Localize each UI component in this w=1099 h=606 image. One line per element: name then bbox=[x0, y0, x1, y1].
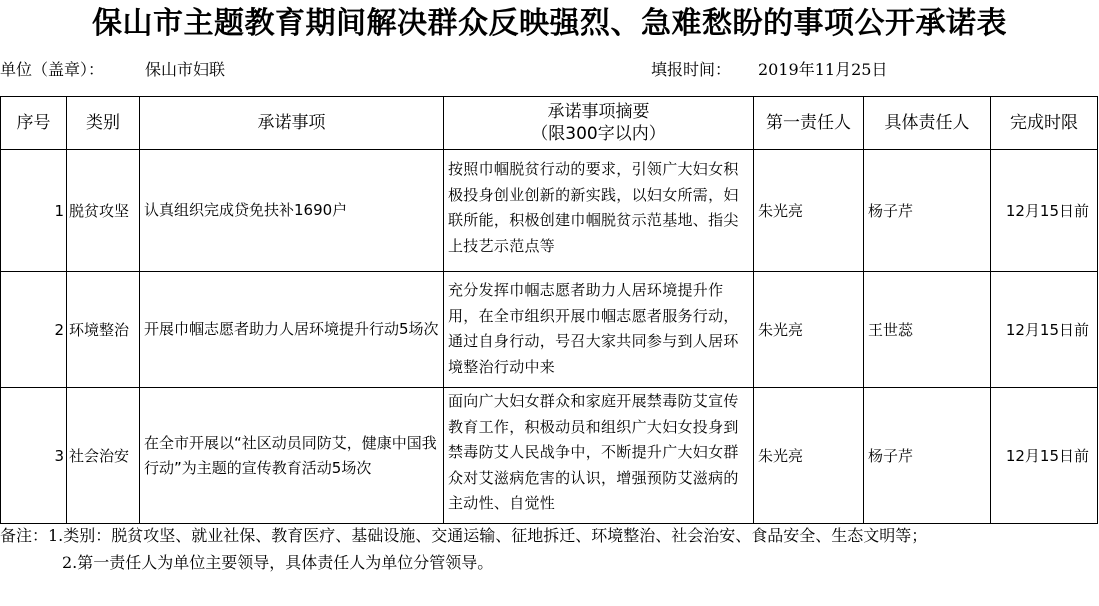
header-specific-responsible: 具体责任人 bbox=[864, 97, 991, 150]
row-seq: 3 bbox=[1, 388, 67, 524]
table-row bbox=[1, 388, 1098, 524]
date-value: 2019年11月25日 bbox=[758, 60, 888, 79]
row-deadline: 12月15日前 bbox=[991, 150, 1098, 272]
note-line-1: 备注：1.类别：脱贫攻坚、就业社保、教育医疗、基础设施、交通运输、征地拆迁、环境整治、社会治安、食品安全、生态文明等； bbox=[0, 526, 928, 545]
row-summary: 按照巾帼脱贫行动的要求，引领广大妇女积极投身创业创新的新实践，以妇女所需，妇联所能，积极创建巾帼脱贫示范基地、指尖上技艺示范点等 bbox=[444, 150, 754, 272]
row-seq: 1 bbox=[1, 150, 67, 272]
header-summary-line1: 承诺事项摘要 bbox=[547, 102, 650, 122]
row-specific-responsible: 杨子芹 bbox=[864, 388, 991, 524]
header-seq: 序号 bbox=[1, 97, 67, 150]
row-first-responsible: 朱光亮 bbox=[754, 388, 864, 524]
header-category: 类别 bbox=[67, 97, 140, 150]
row-first-responsible: 朱光亮 bbox=[754, 272, 864, 388]
row-item: 认真组织完成贷免扶补1690户 bbox=[140, 150, 444, 272]
notes bbox=[0, 522, 1099, 576]
header-summary bbox=[444, 97, 754, 150]
row-deadline: 12月15日前 bbox=[991, 272, 1098, 388]
row-category: 脱贫攻坚 bbox=[67, 150, 140, 272]
row-deadline: 12月15日前 bbox=[991, 388, 1098, 524]
row-summary bbox=[444, 388, 754, 524]
row-item: 开展巾帼志愿者助力人居环境提升行动5场次 bbox=[140, 272, 444, 388]
unit-label: 单位（盖章）： bbox=[0, 60, 105, 79]
row-specific-responsible: 王世蕊 bbox=[864, 272, 991, 388]
table-header-row bbox=[1, 97, 1098, 150]
row-first-responsible: 朱光亮 bbox=[754, 150, 864, 272]
header-deadline: 完成时限 bbox=[991, 97, 1098, 150]
row-seq: 2 bbox=[1, 272, 67, 388]
row-summary: 充分发挥巾帼志愿者助力人居环境提升作用，在全市组织开展巾帼志愿者服务行动，通过自身行动，号召大家共同参与到人居环境整治行动中来 bbox=[444, 272, 754, 388]
row-category: 环境整治 bbox=[67, 272, 140, 388]
row-item: 在全市开展以“社区动员同防艾，健康中国我行动”为主题的宣传教育活动5场次 bbox=[140, 388, 444, 524]
page-title: 保山市主题教育期间解决群众反映强烈、急难愁盼的事项公开承诺表 bbox=[92, 6, 1007, 41]
header-first-responsible: 第一责任人 bbox=[754, 97, 864, 150]
row-specific-responsible: 杨子芹 bbox=[864, 150, 991, 272]
commitment-table bbox=[0, 96, 1098, 524]
date-label: 填报时间： bbox=[651, 60, 732, 79]
table-row bbox=[1, 272, 1098, 388]
table-row bbox=[1, 150, 1098, 272]
header-summary-line2: （限300字以内） bbox=[531, 124, 666, 144]
unit-value: 保山市妇联 bbox=[145, 60, 226, 79]
header-item: 承诺事项 bbox=[140, 97, 444, 150]
row-category: 社会治安 bbox=[67, 388, 140, 524]
row-summary-text: 面向广大妇女群众和家庭开展禁毒防艾宣传教育工作，积极动员和组织广大妇女投身到禁毒防艾人民战争中，不断提升广大妇女群众对艾滋病危害的认识，增强预防艾滋病的主动性、自觉性 bbox=[448, 392, 739, 512]
note-line-2: 2.第一责任人为单位主要领导，具体责任人为单位分管领导。 bbox=[62, 553, 494, 572]
